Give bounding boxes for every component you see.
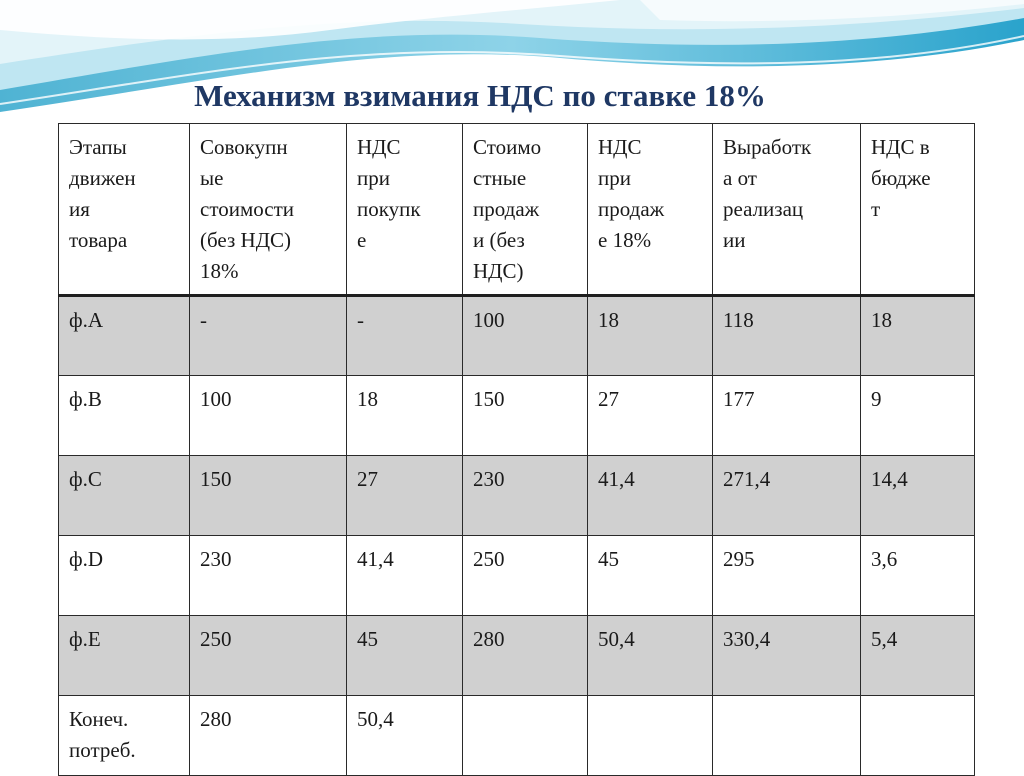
table-header-row (59, 124, 975, 296)
header-label: НДС при покупк е (357, 135, 421, 252)
table-cell: 230 (190, 536, 347, 616)
table-cell: - (190, 296, 347, 376)
table-cell: 27 (588, 376, 713, 456)
table-cell: 41,4 (347, 536, 463, 616)
table-cell: 5,4 (861, 616, 975, 696)
table-cell: 280 (463, 616, 588, 696)
table-cell: - (347, 296, 463, 376)
vat-mechanism-table (58, 123, 975, 776)
header-label: НДС в бюдже т (871, 135, 931, 221)
table-row (59, 536, 975, 616)
table-cell: ф.D (59, 536, 190, 616)
table-cell: 295 (713, 536, 861, 616)
table-cell: 50,4 (588, 616, 713, 696)
table-cell (588, 696, 713, 776)
header-label: Этапы движен ия товара (69, 135, 136, 252)
slide-title: Механизм взимания НДС по ставке 18% (194, 78, 766, 113)
table-row (59, 296, 975, 376)
table-cell: 280 (190, 696, 347, 776)
table-cell: 45 (588, 536, 713, 616)
table-cell: Конеч. потреб. (59, 696, 190, 776)
header-vat-on-sale (588, 124, 713, 296)
header-label: Совокупн ые стоимости (без НДС) 18% (200, 135, 295, 283)
header-purchase-cost (190, 124, 347, 296)
table-cell: ф.В (59, 376, 190, 456)
table-cell: 18 (347, 376, 463, 456)
table-cell (861, 696, 975, 776)
table-cell: ф.Е (59, 616, 190, 696)
table-cell: 271,4 (713, 456, 861, 536)
table-cell: 100 (190, 376, 347, 456)
header-revenue (713, 124, 861, 296)
header-label: Выработк а от реализац ии (723, 135, 812, 252)
table-cell: 150 (463, 376, 588, 456)
table-cell: 150 (190, 456, 347, 536)
table-cell: 177 (713, 376, 861, 456)
header-vat-to-budget (861, 124, 975, 296)
table-row (59, 696, 975, 776)
table-row (59, 376, 975, 456)
table-cell: 18 (588, 296, 713, 376)
table-cell: 250 (190, 616, 347, 696)
table-cell: ф.А (59, 296, 190, 376)
table-cell: 41,4 (588, 456, 713, 536)
table-row (59, 616, 975, 696)
table-cell: 14,4 (861, 456, 975, 536)
header-stages (59, 124, 190, 296)
table-cell: 50,4 (347, 696, 463, 776)
table-cell: ф.С (59, 456, 190, 536)
table-cell: 27 (347, 456, 463, 536)
header-sales-value (463, 124, 588, 296)
header-vat-on-purchase (347, 124, 463, 296)
header-label: НДС при продаж е 18% (598, 135, 665, 252)
table-cell (463, 696, 588, 776)
table-row (59, 456, 975, 536)
table-cell: 230 (463, 456, 588, 536)
table-cell: 18 (861, 296, 975, 376)
table-cell: 45 (347, 616, 463, 696)
table-cell: 100 (463, 296, 588, 376)
table-cell: 330,4 (713, 616, 861, 696)
table-cell: 9 (861, 376, 975, 456)
table-cell: 250 (463, 536, 588, 616)
table-cell (713, 696, 861, 776)
table-cell: 118 (713, 296, 861, 376)
header-label: Стоимо стные продаж и (без НДС) (473, 135, 542, 283)
table-cell: 3,6 (861, 536, 975, 616)
